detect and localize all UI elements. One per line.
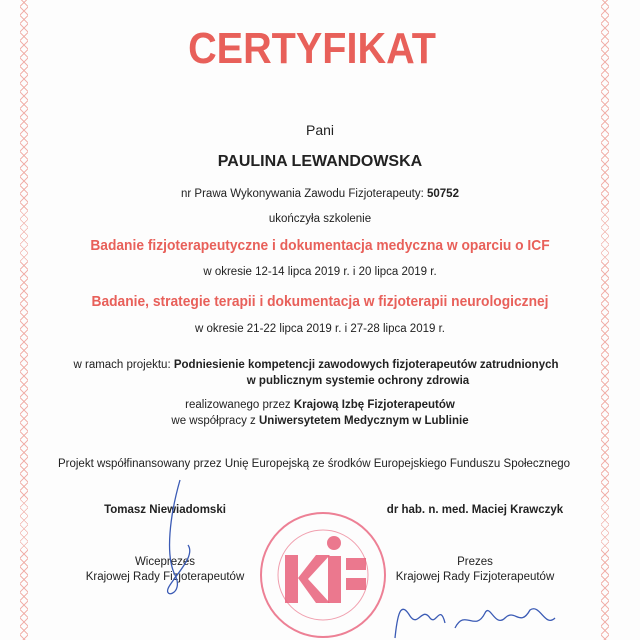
- signatory-2-name: dr hab. n. med. Maciej Krawczyk: [386, 504, 564, 516]
- course-2-name: Badanie, strategie terapii i dokumentacja w fizjoterapii neurologicznej: [91, 293, 549, 310]
- certificate-title: CERTYFIKAT: [188, 24, 436, 73]
- license-label: nr Prawa Wykonywania Zawodu Fizjoterapeuty:: [181, 188, 424, 200]
- project-label: w ramach projektu:: [73, 359, 171, 371]
- signature-2: [390, 598, 560, 640]
- course-1-dates: w okresie 12-14 lipca 2019 r. i 20 lipca 2019 r.: [203, 266, 437, 278]
- completed-text: ukończyła szkolenie: [268, 213, 372, 225]
- license-number: 50752: [427, 188, 459, 200]
- course-2-dates: w okresie 21-22 lipca 2019 r. i 27-28 lipca 2019 r.: [195, 323, 445, 335]
- right-border: [601, 0, 609, 640]
- cooperation-with: Uniwersytetem Medycznym w Lublinie: [258, 415, 469, 427]
- funding-note: Projekt współfinansowany przez Unię Europejską ze środków Europejskiego Funduszu Społecznego: [57, 458, 571, 470]
- project-line-1: [0, 359, 636, 371]
- project-title-1: Podniesienie kompetencji zawodowych fizjoterapeutów zatrudnionych: [173, 359, 559, 371]
- signatory-1-body: Krajowej Rady Fizjoterapeutów: [85, 571, 245, 583]
- realized-by: Krajową Izbę Fizjoterapeutów: [293, 399, 455, 411]
- recipient-name: PAULINA LEWANDOWSKA: [217, 153, 423, 170]
- signatory-2-body: Krajowej Rady Fizjoterapeutów: [395, 571, 555, 583]
- signatory-1-role: Wiceprezes: [134, 556, 196, 568]
- realized-label: realizowanego przez: [185, 399, 291, 411]
- cooperation-label: we współpracy z: [171, 415, 256, 427]
- cooperation-line: [0, 415, 640, 427]
- salutation: Pani: [305, 122, 335, 138]
- project-line-2: [38, 375, 640, 387]
- signatory-2-role: Prezes: [457, 556, 493, 568]
- realized-line: [0, 399, 640, 411]
- signature-1: [150, 475, 210, 615]
- license-line: [0, 188, 640, 200]
- left-border: [20, 0, 28, 640]
- course-1-name: Badanie fizjoterapeutyczne i dokumentacja medyczna w oparciu o ICF: [90, 237, 550, 254]
- project-title-2: w publicznym systemie ochrony zdrowia: [246, 375, 470, 387]
- kif-stamp: [258, 510, 388, 640]
- signatory-1-name: Tomasz Niewiadomski: [104, 504, 226, 516]
